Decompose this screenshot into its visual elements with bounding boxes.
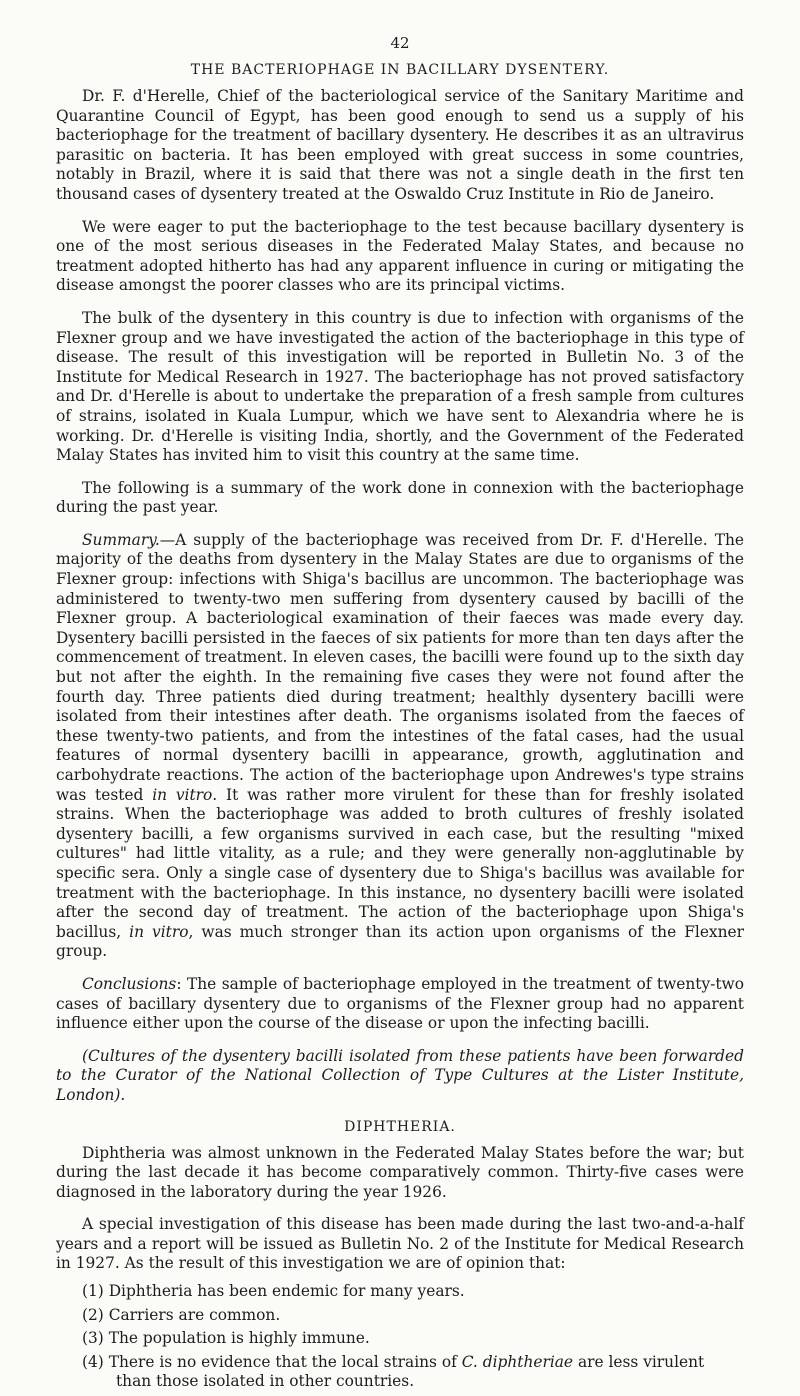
paragraph-diphtheria-intro: Diphtheria was almost unknown in the Federated Malay States before the war; but during the last decade it has become comparatively common. Thirty-five cases were diagnosed in the laboratory during the year 1926.	[56, 1143, 744, 1201]
finding4-species: C. diphtheriae	[461, 1352, 574, 1371]
cultures-note: (Cultures of the dysentery bacilli isolated from these patients have been forwarded to the Curator of the National Collection of Type Cultures at the Lister Institute, London).	[56, 1046, 744, 1104]
paragraph-diphtheria-investigation: A special investigation of this disease has been made during the last two-and-a-half years and a report will be issued as Bulletin No. 2 of the Institute for Medical Research in 1927. As the result of this investigation we are of opinion that:	[56, 1215, 744, 1273]
paragraph-dherelle-intro: Dr. F. d'Herelle, Chief of the bacteriological service of the Sanitary Maritime and Quarantine Council of Egypt, has been good enough to send us a supply of his bacteriophage for the treatment of bacillary dysentery. He describes it as an ultravirus parasitic on bacteria. It has been employed with great success in some countries, notably in Brazil, where it is said that there was not a single death in the first ten thousand cases of dysentery treated at the Oswaldo Cruz Institute in Rio de Janeiro.	[56, 87, 744, 203]
section-title-diphtheria: DIPHTHERIA.	[344, 1118, 456, 1135]
paragraph-conclusions	[56, 975, 744, 1034]
summary-text-3: , was much stronger than its action upon organisms of the Flexner group.	[56, 922, 744, 961]
paragraph-test-motivation: We were eager to put the bacteriophage to the test because bacillary dysentery is one of the most serious diseases in the Federated Malay States, and because no treatment adopted hitherto has had any apparent influence in curing or mitigating the disease amongst the poorer classes who are its principal victims.	[56, 217, 744, 295]
section-title-bacteriophage: THE BACTERIOPHAGE IN BACILLARY DYSENTERY.	[190, 62, 610, 78]
paragraph-summary-intro: The following is a summary of the work done in connexion with the bacteriophage during the past year.	[56, 478, 744, 517]
page-number: 42	[390, 34, 410, 52]
finding4-pre: (4) There is no evidence that the local strains of	[82, 1352, 457, 1371]
paragraph-summary	[56, 531, 744, 962]
conclusions-label: Conclusions	[82, 974, 177, 993]
finding-item: (1) Diphtheria has been endemic for many years.	[82, 1282, 465, 1301]
summary-label: Summary.	[82, 530, 160, 549]
conclusions-text: : The sample of bacteriophage employed in the treatment of twenty-two cases of bacillary dysentery due to organisms of the Flexner group had no apparent influence either upon the course of the disease or upon the infecting bacilli.	[56, 974, 744, 1033]
finding4-post: are less virulent than those isolated in other countries.	[116, 1352, 705, 1391]
summary-in-vitro-2: in vitro	[129, 922, 189, 941]
finding-item: (3) The population is highly immune.	[82, 1329, 370, 1348]
document-page	[56, 34, 744, 1396]
findings-list	[56, 1282, 744, 1392]
summary-text-2: . It was rather more virulent for these than for freshly isolated strains. When the bacteriophage was added to broth cultures of freshly isolated dysentery bacilli, a few organisms survived in each case, but the resulting "mixed cultures" had little vitality, as a rule; and they were generally non-agglutinable by specific sera. Only a single case of dysentery due to Shiga's bacillus was available for treatment with the bacteriophage. In this instance, no dysentery bacilli were isolated after the second day of treatment. The action of the bacteriophage upon Shiga's bacillus,	[56, 785, 744, 941]
paragraph-cultures-note	[56, 1047, 744, 1106]
paragraph-flexner-investigation: The bulk of the dysentery in this country is due to infection with organisms of the Flexner group and we have investigated the action of the bacteriophage in this type of disease. The result of this investigation will be reported in Bulletin No. 3 of the Institute for Medical Research in 1927. The bacteriophage has not proved satisfactory and Dr. d'Herelle is about to undertake the preparation of a fresh sample from cultures of strains, isolated in Kuala Lumpur, which we have sent to Alexandria where he is working. Dr. d'Herelle is visiting India, shortly, and the Government of the Federated Malay States has invited him to visit this country at the same time.	[56, 308, 744, 465]
summary-text: —A supply of the bacteriophage was received from Dr. F. d'Herelle. The majority of the deaths from dysentery in the Malay States are due to organisms of the Flexner group: infections with Shiga's bacillus are uncommon. The bacteriophage was administered to twenty-two men suffering from dysentery caused by bacilli of the Flexner group. A bacteriological examination of their faeces was made every day. Dysentery bacilli persisted in the faeces of six patients for more than ten days after the commencement of treatment. In eleven cases, the bacilli were found up to the sixth day but not after the eighth. In the remaining five cases they were not found after the fourth day. Three patients died during treatment; healthly dysentery bacilli were isolated from their intestines after death. The organisms isolated from the faeces of these twenty-two patients, and from the intestines of the fatal cases, had the usual features of normal dysentery bacilli in appearance, growth, agglutination and carbohydrate reactions. The action of the bacteriophage upon Andrewes's type strains was tested	[56, 530, 744, 804]
finding-item	[56, 1353, 744, 1392]
finding-item: (2) Carriers are common.	[82, 1305, 281, 1324]
summary-in-vitro-1: in vitro	[152, 785, 213, 804]
